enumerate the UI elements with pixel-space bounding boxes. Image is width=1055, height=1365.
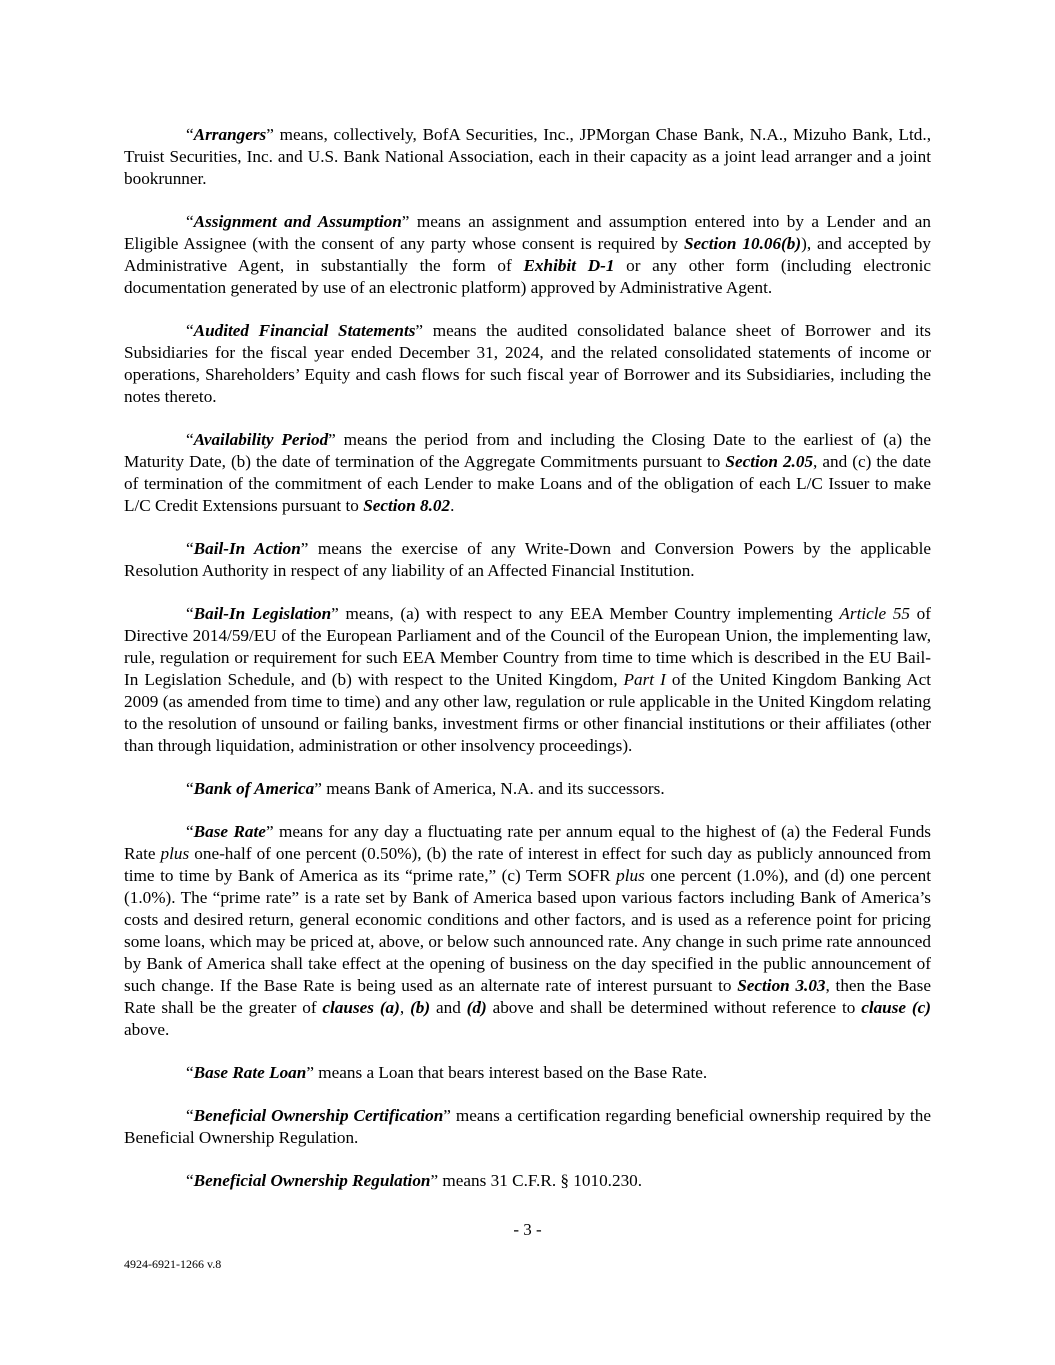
cross-reference: Exhibit D-1 (523, 256, 615, 275)
definition-paragraph: “Beneficial Ownership Certification” means a certification regarding beneficial ownership required by the Beneficial Ownership Regulation. (124, 1106, 932, 1147)
defined-term: Bank of America (193, 779, 315, 798)
definition-text: , then the Base Rate shall be the greater of (124, 976, 931, 1017)
definition-text: one-half of one percent (0.50%), (b) the rate of interest in effect for such day as publicly announced from time to time by Bank of America as its “prime rate,” (c) Term SOFR (124, 844, 931, 885)
cross-reference: Section 3.03 (737, 976, 826, 995)
definition-text: means the period from and including the Closing Date to the earliest of (a) the Maturity Date, (b) the date of termination of the Aggregate Commitments pursuant to (124, 430, 932, 471)
defined-term: Bail-In Action (193, 539, 301, 558)
italic-text: Part I (623, 670, 666, 689)
defined-term: Bail-In Legislation (193, 604, 332, 623)
document-body (124, 124, 931, 1213)
defined-term: Beneficial Ownership Certification (193, 1106, 444, 1125)
definition-text: or any other form (including electronic documentation generated by use of an electronic platform) approved by Administrative Agent. (124, 256, 931, 297)
cross-reference: (b) (410, 998, 431, 1017)
definition-paragraph: “Arrangers” means, collectively, BofA Securities, Inc., JPMorgan Chase Bank, N.A., Mizuho Bank, Ltd., Truist Securities, Inc. and U.S. Bank National Association, each in their capacity as a joint lead arranger and a joint bookrunner. (124, 125, 931, 188)
document-id: 4924-6921-1266 v.8 (124, 1257, 222, 1271)
definition-text: means a Loan that bears interest based on the Base Rate. (313, 1063, 708, 1082)
definition-text: means 31 C.F.R. § 1010.230. (438, 1171, 643, 1190)
italic-text: plus (160, 844, 190, 863)
cross-reference: (d) (466, 998, 487, 1017)
definition-text: above and shall be determined without reference to (486, 998, 862, 1017)
italic-text: Article 55 (839, 604, 911, 623)
cross-reference: Section 10.06(b) (683, 234, 802, 253)
definition-text: means for any day a fluctuating rate per annum equal to the highest of (a) the Federal Funds Rate (124, 822, 932, 863)
definition-paragraph: “Base Rate Loan” means a Loan that bears interest based on the Base Rate. (186, 1063, 708, 1082)
italic-text: plus (616, 866, 645, 885)
definition-text: means the audited consolidated balance sheet of Borrower and its Subsidiaries for the fiscal year ended December 31, 2024, and the related consolidated statements of income or operations, Shareholders’ Equity and cash flows for such fiscal year of Borrower and its Subsidiaries, including the notes thereto. (124, 321, 931, 406)
cross-reference: clause (c) (861, 998, 932, 1017)
defined-term: Beneficial Ownership Regulation (193, 1171, 431, 1190)
definition-text: means, (a) with respect to any EEA Member Country implementing (338, 604, 840, 623)
definition-text: one percent (1.0%), and (d) one percent (1.0%). The “prime rate” is a rate set by Bank of America based upon various factors including Bank of America’s costs and desired return, general economic conditions and other factors, and is used as a reference point for pricing some loans, which may be priced at, above, or below such announced rate. Any change in such prime rate announced by Bank of America shall take effect at the opening of business on the day specified in the public announcement of such change. If the Base Rate is being used as an alternate rate of interest pursuant to (124, 866, 931, 995)
definition-text: means an assignment and assumption entered into by a Lender and an Eligible Assignee (with the consent of any party whose consent is required by (124, 212, 931, 253)
page-number: - 3 - (513, 1220, 542, 1239)
defined-term: Base Rate (193, 822, 266, 841)
definition-paragraph: “Base Rate” means for any day a fluctuating rate per annum equal to the highest of (a) the Federal Funds Rate plus one-half of one percent (0.50%), (b) the rate of interest in effect for such day as publicly announced from time to time by Bank of America as its “prime rate,” (c) Term SOFR plus one percent (1.0%), and (d) one percent (1.0%). The “prime rate” is a rate set by Bank of America based upon various factors including Bank of America’s costs and desired return, general economic conditions and other factors, and is used as a reference point for pricing some loans, which may be priced at, above, or below such announced rate. Any change in such prime rate announced by Bank of America shall take effect at the opening of business on the day specified in the public announcement of such change. If the Base Rate is being used as an alternate rate of interest pursuant to Section 3.03, then the Base Rate shall be the greater of clauses (a), (b) and (d) above and shall be determined without reference to clause (c) above. (124, 822, 932, 1039)
definition-paragraph: “Beneficial Ownership Regulation” means 31 C.F.R. § 1010.230. (186, 1171, 643, 1190)
cross-reference: Section 2.05 (725, 452, 814, 471)
definition-paragraph: “Assignment and Assumption” means an assignment and assumption entered into by a Lender and an Eligible Assignee (with the consent of any party whose consent is required by Section 10.06(b)), and accepted by Administrative Agent, in substantially the form of Exhibit D-1 or any other form (including electronic documentation generated by use of an electronic platform) approved by Administrative Agent. (124, 212, 931, 297)
cross-reference: Section 8.02 (363, 496, 451, 515)
definition-text: above. (124, 1020, 170, 1039)
defined-term: Availability Period (193, 430, 329, 449)
cross-reference: clauses (a) (322, 998, 400, 1017)
definition-paragraph: “Bail-In Action” means the exercise of any Write-Down and Conversion Powers by the applicable Resolution Authority in respect of any liability of an Affected Financial Institution. (124, 539, 931, 580)
definition-text: means the exercise of any Write-Down and Conversion Powers by the applicable Resolution Authority in respect of any liability of an Affected Financial Institution. (124, 539, 931, 580)
definition-text: and (430, 998, 467, 1017)
defined-term: Audited Financial Statements (193, 321, 416, 340)
definition-text: ), and accepted by Administrative Agent, in substantially the form of (124, 234, 931, 275)
definition-text: , and (c) the date of termination of the commitment of each Lender to make Loans and of the obligation of each L/C Issuer to make L/C Credit Extensions pursuant to (124, 452, 931, 515)
definition-text: means, collectively, BofA Securities, Inc., JPMorgan Chase Bank, N.A., Mizuho Bank, Ltd., Truist Securities, Inc. and U.S. Bank National Association, each in their capacity as a joint lead arranger and a joint bookrunner. (124, 125, 931, 188)
definition-text: . (450, 496, 455, 515)
definition-text: , (399, 998, 411, 1017)
defined-term: Base Rate Loan (193, 1063, 307, 1082)
definition-paragraph: “Bank of America” means Bank of America, N.A. and its successors. (186, 779, 665, 798)
definition-text: of the United Kingdom Banking Act 2009 (as amended from time to time) and any other law, regulation or rule applicable in the United Kingdom relating to the resolution of unsound or failing banks, investment firms or other financial institutions or their affiliates (other than through liquidation, administration or other insolvency proceedings). (124, 670, 932, 755)
definition-paragraph: “Bail-In Legislation” means, (a) with respect to any EEA Member Country implementing Article 55 of Directive 2014/59/EU of the European Parliament and of the Council of the European Union, the implementing law, rule, regulation or requirement for such EEA Member Country from time to time which is described in the EU Bail-In Legislation Schedule, and (b) with respect to the United Kingdom, Part I of the United Kingdom Banking Act 2009 (as amended from time to time) and any other law, regulation or rule applicable in the United Kingdom relating to the resolution of unsound or failing banks, investment firms or other financial institutions or their affiliates (other than through liquidation, administration or other insolvency proceedings). (124, 604, 932, 755)
definition-text: means a certification regarding beneficial ownership required by the Beneficial Ownership Regulation. (124, 1106, 932, 1147)
defined-term: Arrangers (193, 125, 267, 144)
definition-text: means Bank of America, N.A. and its successors. (321, 779, 665, 798)
definition-text: of Directive 2014/59/EU of the European Parliament and of the Council of the European Union, the implementing law, rule, regulation or requirement for such EEA Member Country from time to time which is described in the EU Bail-In Legislation Schedule, and (b) with respect to the United Kingdom, (124, 604, 932, 689)
definition-paragraph: “Audited Financial Statements” means the audited consolidated balance sheet of Borrower and its Subsidiaries for the fiscal year ended December 31, 2024, and the related consolidated statements of income or operations, Shareholders’ Equity and cash flows for such fiscal year of Borrower and its Subsidiaries, including the notes thereto. (124, 321, 931, 406)
definition-paragraph: “Availability Period” means the period from and including the Closing Date to the earliest of (a) the Maturity Date, (b) the date of termination of the Aggregate Commitments pursuant to Section 2.05, and (c) the date of termination of the commitment of each Lender to make Loans and of the obligation of each L/C Issuer to make L/C Credit Extensions pursuant to Section 8.02. (124, 430, 932, 515)
defined-term: Assignment and Assumption (193, 212, 402, 231)
